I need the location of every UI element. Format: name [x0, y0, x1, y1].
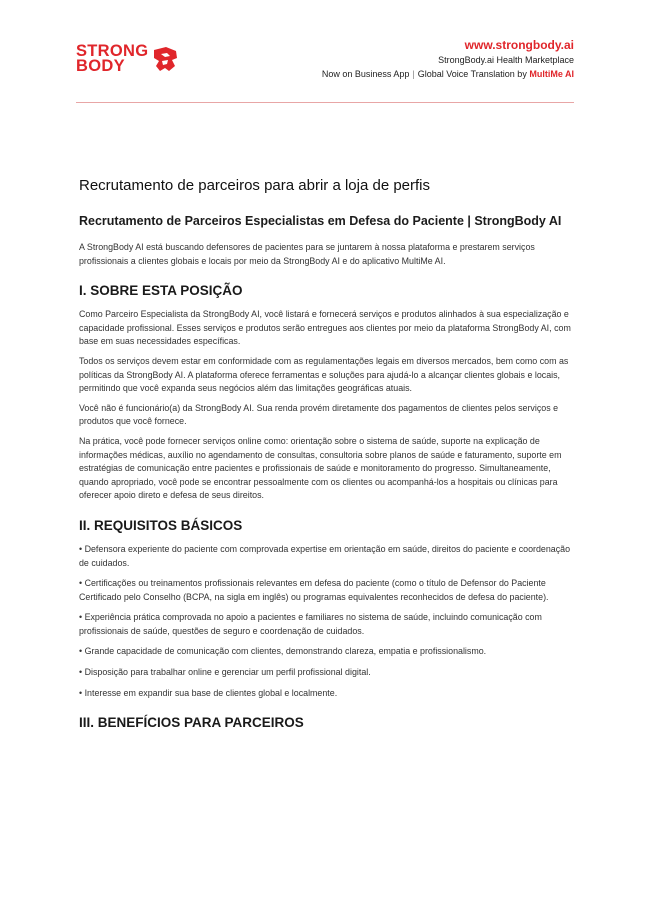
document-body	[79, 176, 573, 740]
list-item: • Grande capacidade de comunicação com clientes, demonstrando clareza, empatia e profissionalismo.	[79, 646, 487, 657]
paragraph: Você não é funcionário(a) da StrongBody AI. Sua renda provém diretamente dos pagamentos de clientes pelos serviços e produtos que você fornece.	[79, 402, 559, 427]
logo-wordmark	[76, 44, 148, 74]
document-subtitle: Recrutamento de Parceiros Especialistas em Defesa do Paciente | StrongBody AI	[79, 214, 562, 228]
header-info	[322, 38, 574, 81]
list-item: • Interesse em expandir sua base de clientes global e localmente.	[79, 687, 338, 698]
list-item: • Experiência prática comprovada no apoio a pacientes e familiares no sistema de saúde, incluindo comunicação com profissionais de saúde, questões de seguro e coordenação de cuidados.	[79, 612, 542, 636]
section-title-benefits: III. BENEFÍCIOS PARA PARCEIROS	[79, 715, 304, 731]
translation-label: Global Voice Translation by	[417, 69, 530, 79]
paragraph: Na prática, você pode fornecer serviços online como: orientação sobre o sistema de saúde, suporte na explicação de informações médicas, auxílio no agendamento de consultas, consultoria sobre planos de saúde e faturamento, suporte em estratégias de comunicação entre pacientes e profissionais de saúde e monitoramento do progresso. Simultaneamente, quando apropriado, você pode se encontrar pessoalmente com os clientes ou acompanhá-los a hospitais ou clínicas para oferecer apoio direto e defesa de seus direitos.	[79, 435, 562, 501]
list-item: • Certificações ou treinamentos profissionais relevantes em defesa do paciente (como o título de Defensor do Paciente Certificado pelo Conselho (BCPA, na sigla em inglês) ou programas equivalentes reconhecidos de defesa do paciente).	[79, 578, 549, 602]
logo-line-2: BODY	[76, 57, 125, 75]
document-title: Recrutamento de parceiros para abrir a loja de perfis	[79, 177, 431, 194]
marketplace-label: StrongBody.ai Health Marketplace	[438, 55, 574, 65]
page-header	[0, 0, 650, 104]
strongbody-logo[interactable]	[76, 44, 180, 74]
logo-line-1: STRONG	[76, 42, 149, 60]
list-item: • Disposição para trabalhar online e gerenciar um perfil profissional digital.	[79, 667, 371, 678]
paragraph: Todos os serviços devem estar em conformidade com as regulamentações legais em diversos mercados, bem como com as políticas da StrongBody AI. A plataforma oferece ferramentas e soluções para ajudá-lo a alcançar clientes globais e locais, permitindo que você expanda seus negócios além das limitações geográficas atuais.	[79, 355, 569, 394]
website-link[interactable]: www.strongbody.ai	[464, 38, 574, 52]
multime-brand: MultiMe AI	[529, 69, 574, 79]
separator: |	[412, 69, 415, 79]
intro-paragraph: A StrongBody AI está buscando defensores de pacientes para se juntarem à nossa plataforma e prestarem serviços profissionais a clientes globais e locais por meio da StrongBody AI e do aplicativo MultiMe AI.	[79, 242, 535, 266]
business-app-label: Now on Business App	[321, 69, 410, 79]
list-item: • Defensora experiente do paciente com comprovada expertise em orientação em saúde, direitos do paciente e coordenação de cuidados.	[79, 543, 571, 568]
app-info-line	[322, 67, 574, 81]
section-title-about: I. SOBRE ESTA POSIÇÃO	[79, 283, 243, 299]
section-title-requirements: II. REQUISITOS BÁSICOS	[79, 517, 243, 533]
lion-head-icon	[150, 44, 180, 74]
paragraph: Como Parceiro Especialista da StrongBody AI, você listará e fornecerá serviços e produtos alinhados à sua especialização e capacidade profissional. Esses serviços e produtos serão entregues aos clientes por meio da plataforma StrongBody AI, com base em suas necessidades específicas.	[79, 309, 571, 347]
header-divider	[76, 102, 574, 103]
